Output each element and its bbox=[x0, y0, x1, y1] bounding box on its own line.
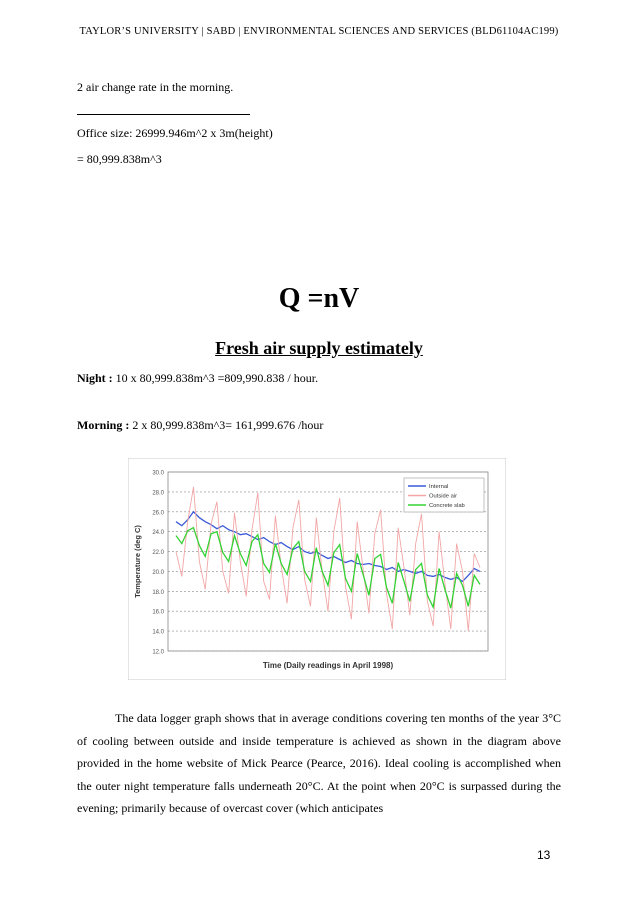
night-value: 10 x 80,999.838m^3 =809,990.838 / hour. bbox=[112, 371, 319, 385]
air-change-text: 2 air change rate in the morning. bbox=[77, 80, 234, 94]
morning-calculation bbox=[77, 418, 323, 433]
temperature-chart bbox=[128, 458, 506, 680]
y-tick-label: 12.0 bbox=[152, 649, 164, 656]
office-volume-text: = 80,999.838m^3 bbox=[77, 152, 162, 166]
paragraph-text: The data logger graph shows that in average conditions covering ten months of the year 3°C of cooling between outside and inside temperature is achieved as shown in the diagram above provided in the home website of Mick Pearce (Pearce, 2016). Ideal cooling is accomplished when the outer night temperature falls underneath 20°C. At the point when 20°C is surpassed during the evening; primarily because of overcast cover (which anticipates bbox=[77, 711, 561, 815]
body-paragraph bbox=[77, 707, 561, 820]
divider-line bbox=[77, 114, 250, 115]
y-tick-label: 22.0 bbox=[152, 550, 164, 557]
y-tick-label: 18.0 bbox=[152, 589, 164, 596]
legend-entry: Outside air bbox=[429, 493, 458, 500]
y-axis-label: Temperature (deg C) bbox=[133, 525, 142, 598]
y-tick-label: 28.0 bbox=[152, 490, 164, 497]
section-subtitle: Fresh air supply estimately bbox=[215, 338, 423, 358]
page-number: 13 bbox=[537, 848, 551, 862]
legend-entry: Internal bbox=[429, 484, 449, 491]
morning-label: Morning : bbox=[77, 418, 130, 432]
formula-heading: Q =nV bbox=[278, 283, 360, 314]
y-tick-label: 26.0 bbox=[152, 510, 164, 517]
y-tick-label: 24.0 bbox=[152, 530, 164, 537]
morning-value: 2 x 80,999.838m^3= 161,999.676 /hour bbox=[129, 418, 324, 432]
night-calculation bbox=[77, 371, 318, 386]
y-tick-label: 30.0 bbox=[152, 470, 164, 477]
night-label: Night : bbox=[77, 371, 113, 385]
legend-entry: Concrete slab bbox=[429, 503, 465, 510]
y-tick-label: 14.0 bbox=[152, 629, 164, 636]
y-tick-label: 16.0 bbox=[152, 609, 164, 616]
y-tick-label: 20.0 bbox=[152, 569, 164, 576]
x-axis-label: Time (Daily readings in April 1998) bbox=[262, 661, 394, 670]
page-header: TAYLOR’S UNIVERSITY | SABD | ENVIRONMENTAL SCIENCES AND SERVICES (BLD61104AC199) bbox=[79, 26, 559, 37]
office-size-text: Office size: 26999.946m^2 x 3m(height) bbox=[77, 126, 273, 140]
